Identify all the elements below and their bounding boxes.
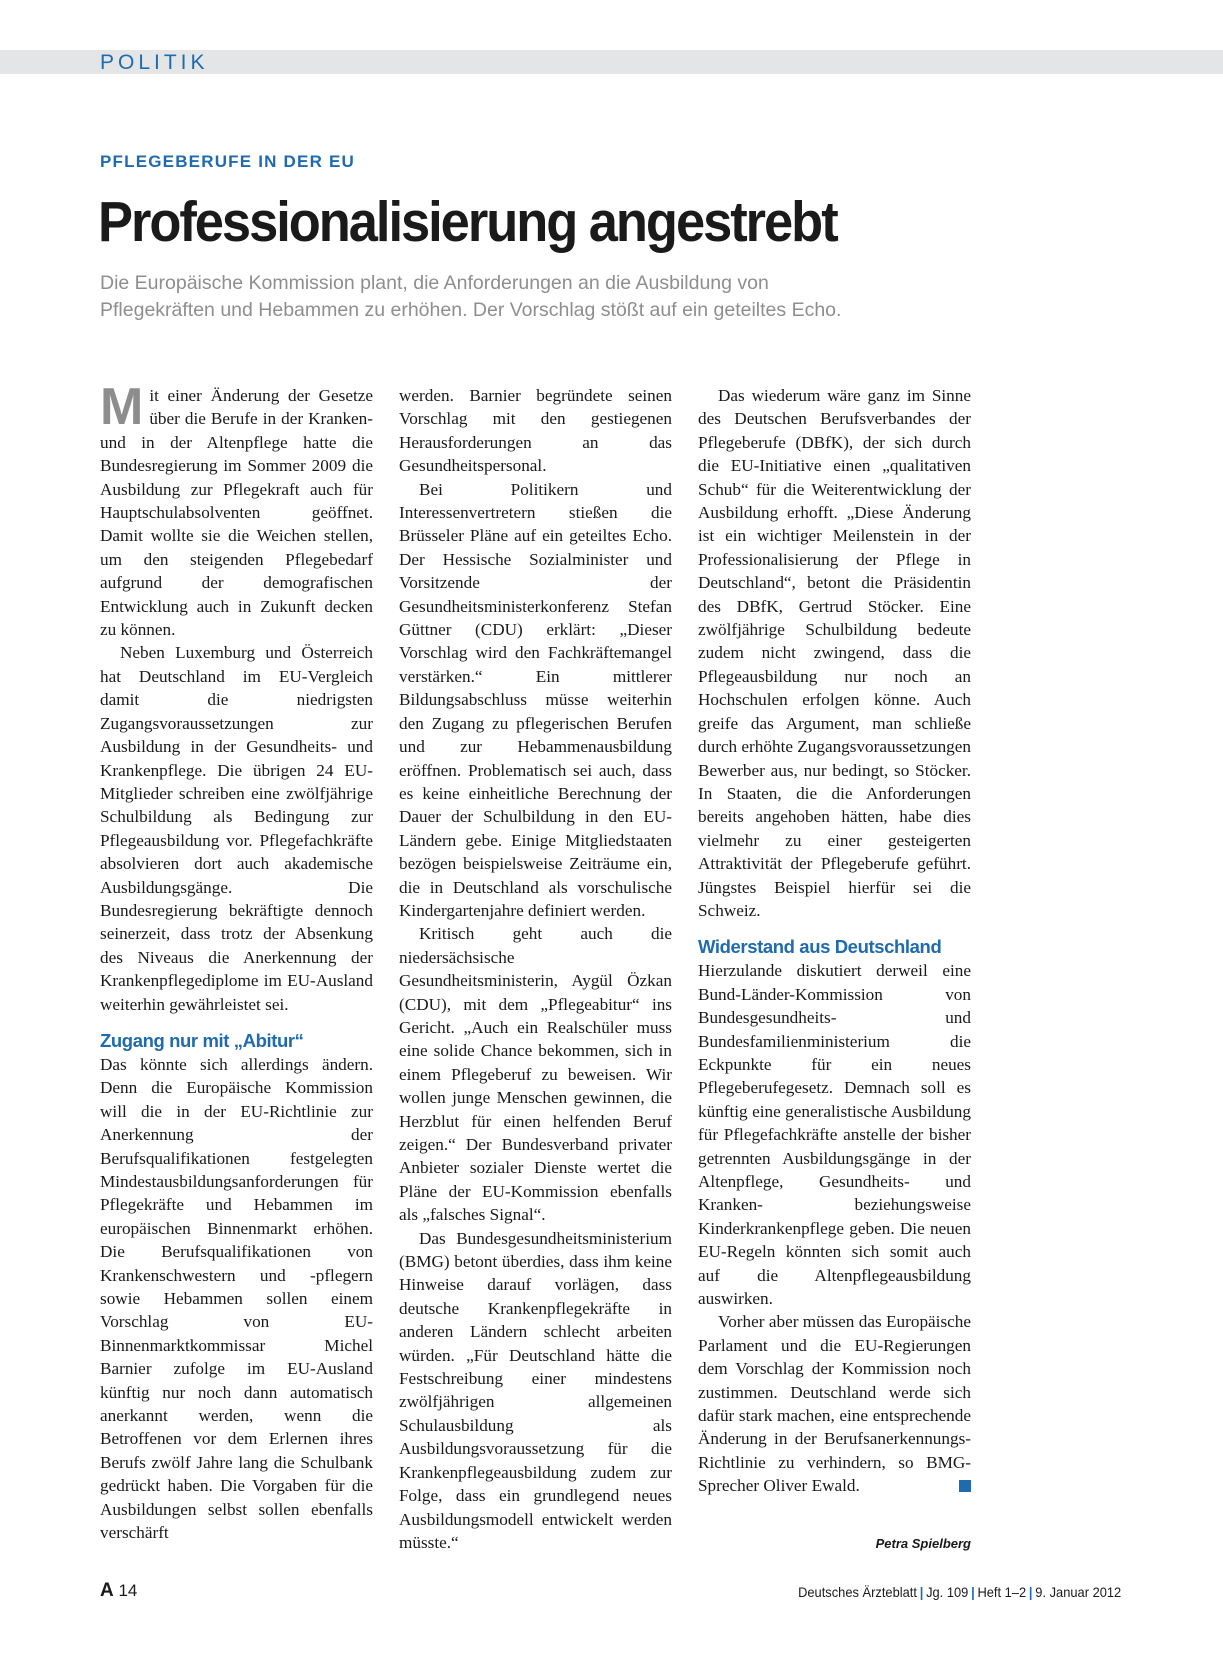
lead-line: Die Europäische Kommission plant, die Anforderungen an die Ausbildung von [100,272,769,294]
paragraph: Das wiederum wäre ganz im Sinne des Deutschen Berufsverbandes der Pflegeberufe (DBfK), der sich durch die EU-Initiative einen „qualitativen Schub“ für die Weiterentwicklung der Ausbildung erhofft. „Diese Änderung ist ein wichtiger Meilenstein in der Professionalisierung der Pflege in Deutschland“, betont die Präsidentin des DBfK, Gertrud Stöcker. Eine zwölfjährige Schulbildung bedeute zudem nicht zwingend, dass die Pflegeausbildung nur noch an Hochschulen erfolgen könne. Auch greife das Argument, man schließe durch erhöhte Zugangsvoraussetzungen Bewerber aus, nur bedingt, so Stöcker. In Staaten, die die Anforderungen bereits angehoben hätten, habe dies vielmehr zu einer gesteigerten Attraktivität der Pflegeberufe geführt. Jüngstes Beispiel hierfür sei die Schweiz. [698,386,972,920]
article-column-3 [698,384,971,1498]
paragraph: werden. Barnier begründete seinen Vorschlag mit den gestiegenen Herausforderungen an das Gesundheitspersonal. [399,386,672,476]
issue-date: 9. Januar 2012 [1035,1584,1121,1600]
headline: Professionalisierung angestrebt [98,190,837,254]
paragraph: Mit einer Änderung der Gesetze über die Berufe in der Kranken- und in der Altenpflege hatte die Bundesregierung im Sommer 2009 die Ausbildung zur Pflegekraft auch für Hauptschulabsolventen geöffnet. Damit wollte sie die Weichen stellen, um den steigenden Pflegebedarf aufgrund der demografischen Entwicklung auch in Zukunft decken zu können. [100,378,373,640]
subheading: Widerstand aus Deutschland [698,936,942,958]
footer-citation: Deutsches Ärzteblatt | Jg. 109 | Heft 1–2 | 9. Januar 2012 [797,1584,1121,1600]
section-label: POLITIK [100,51,209,74]
paragraph: Neben Luxemburg und Österreich hat Deutschland im EU-Vergleich damit die niedrigsten Zugangsvoraussetzungen zur Ausbildung in der Gesundheits- und Krankenpflege. Die übrigen 24 EU-Mitglieder schreiben eine zwölfjährige Schulbildung als Bedingung zur Pflegeausbildung vor. Pflegefachkräfte absolvieren dort auch akademische Ausbildungsgänge. Die Bundesregierung bekräftigte dennoch seinerzeit, dass trotz der Absenkung des Niveaus die Anerkennung der Krankenpflegediplome im EU-Ausland weiterhin gewährleistet sei. [100,643,373,1014]
paragraph: Das könnte sich allerdings ändern. Denn die Europäische Kommission will die in der EU-Richtlinie zur Anerkennung der Berufsqualifikationen festgelegten Mindestausbildungsanforderungen für Pflegekräfte und Hebammen im europäischen Binnenmarkt erhöhen. Die Berufsqualifikationen von Krankenschwestern und -pflegern sowie Hebammen sollen einem Vorschlag von EU-Binnenmarktkommissar Michel Barnier zufolge im EU-Ausland künftig nur noch dann automatisch anerkannt werden, wenn die Betroffenen vor dem Erlernen ihres Berufs zwölf Jahre lang die Schulbank gedrückt haben. Die Vorgaben für die Ausbildungen selbst sollen ebenfalls verschärft [100,1054,373,1543]
paragraph: Hierzulande diskutiert derweil eine Bund-Länder-Kommission von Bundesgesundheits- und Bundesfamilienministerium die Eckpunkte für ein neues Pflegeberufegesetz. Demnach soll es künftig eine generalistische Ausbildung für Pflegefachkräfte anstelle der bisher getrennten Ausbildungsgänge in der Altenpflege, Gesundheits- und Kranken- beziehungsweise Kinderkrankenpflege geben. Die neuen EU-Regeln könnten sich somit auch auf die Altenpflegeausbildung auswirken. [698,961,971,1309]
article-column-1 [100,378,373,1545]
drop-cap: M [100,378,144,436]
lead [100,270,990,324]
paragraph: Das Bundesgesundheitsministerium (BMG) betont überdies, dass ihm keine Hinweise darauf vorlägen, dass deutsche Krankenpflegekräfte in anderen Ländern schlecht arbeiten würden. „Für Deutschland hätte die Festschreibung einer mindestens zwölfjährigen allgemeinen Schulausbildung als Ausbildungsvoraussetzung für die Krankenpflegeausbildung zudem zur Folge, dass ein grundlegend neues Ausbildungsmodell entwickelt werden müsste.“ [399,1228,672,1552]
paragraph: Bei Politikern und Interessenvertretern stießen die Brüsseler Pläne auf ein geteiltes Echo. Der Hessische Sozialminister und Vorsitzende der Gesundheitsministerkonferenz Stefan Güttner (CDU) erklärt: „Dieser Vorschlag wird den Fachkräftemangel verstärken.“ Ein mittlerer Bildungsabschluss müsse weiterhin den Zugang zu pflegerischen Berufen und zur Hebammenausbildung eröffnen. Problematisch sei auch, dass es keine einheitliche Berechnung der Dauer der Schulbildung in den EU-Ländern gebe. Einige Mitgliedstaaten bezögen beispielsweise Zeiträume ein, die in Deutschland als vorschulische Kindergartenjahre definiert werden. [399,479,672,920]
kicker: PFLEGEBERUFE IN DER EU [100,152,355,171]
paragraph: Vorher aber müssen das Europäische Parlament und die EU-Regierungen dem Vorschlag der Kommission noch zustimmen. Deutschland werde sich dafür stark machen, eine entsprechende Änderung in der Berufsanerkennungs-Richtlinie zu verhindern, so BMG-Sprecher Oliver Ewald. [698,1312,971,1496]
lead-line: Pflegekräften und Hebammen zu erhöhen. Der Vorschlag stößt auf ein geteiltes Echo. [100,299,842,321]
issue: Heft 1–2 [977,1584,1026,1600]
end-of-article-icon [959,1480,971,1492]
paragraph: Kritisch geht auch die niedersächsische Gesundheitsministerin, Aygül Özkan (CDU), mit dem „Pflegeabitur“ ins Gericht. „Auch ein Realschüler muss eine solide Chance bekommen, sich in einem Pflegeberuf zu beweisen. Wir wollen junge Menschen gewinnen, die Herzblut für einen helfenden Beruf zeigen.“ Der Bundesverband privater Anbieter sozialer Dienste wertet die Pläne der EU-Kommission ebenfalls als „falsches Signal“. [399,924,672,1225]
article-column-2 [399,384,672,1554]
author-byline: Petra Spielberg [875,1536,971,1551]
volume: Jg. 109 [925,1584,969,1600]
page-number: A 14 [100,1580,138,1601]
subheading: Zugang nur mit „Abitur“ [100,1029,304,1051]
journal-name: Deutsches Ärzteblatt [797,1584,917,1600]
